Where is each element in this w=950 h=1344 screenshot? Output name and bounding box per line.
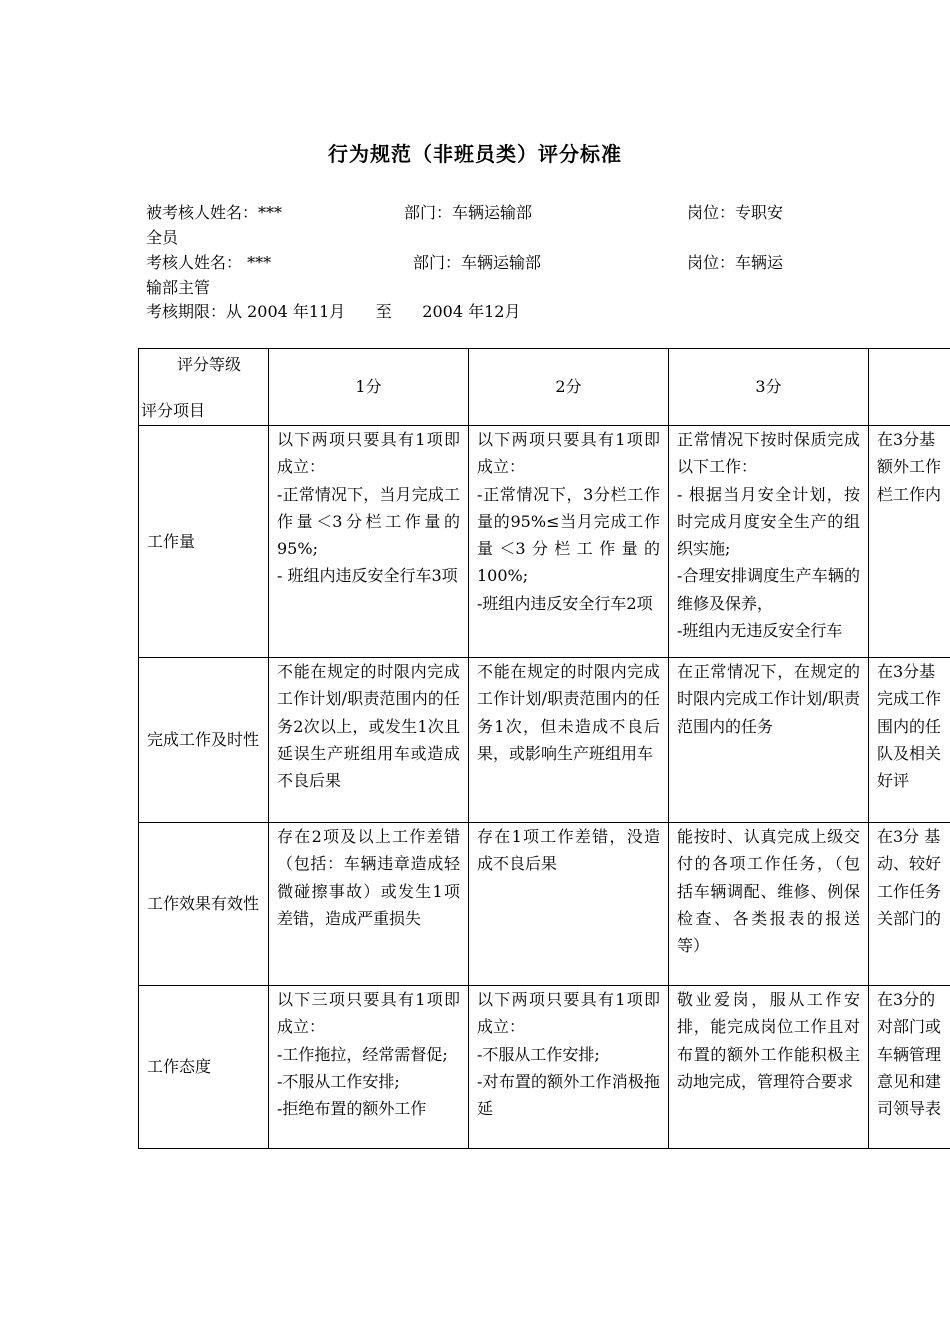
cell-line: - 班组内违反安全行车3项 [277, 566, 458, 586]
score-cell-1 [269, 823, 469, 986]
score-cell-4 [869, 823, 950, 986]
cell-line: 在3分基 [877, 430, 936, 449]
cell-line: 能按时、认真完成上级交付的各项工作任务，（包括车辆调配、维修、例保检查、各类报表的报送等） [677, 827, 860, 956]
cell-line: -拒绝布置的额外工作 [277, 1099, 427, 1119]
score-cell-3 [669, 823, 869, 986]
cell-line: 存在2项及以上工作差错（包括：车辆违章造成轻微碰擦事故）或发生1项差错，造成严重损失 [277, 827, 460, 928]
cell-line: 车辆管理 [877, 1044, 942, 1064]
item-label: 完成工作及时性 [139, 658, 269, 823]
score-cell-4 [869, 426, 950, 658]
score-cell-4 [869, 986, 950, 1149]
assessee-post: 岗位：专职安 [687, 203, 784, 222]
score-cell-2 [469, 986, 669, 1149]
document-title: 行为规范（非班员类）评分标准 [328, 142, 622, 166]
cell-line: 工作任务 [877, 881, 942, 901]
cell-line: 司领导表 [877, 1099, 942, 1119]
assessee-post-wrap: 全员 [146, 228, 179, 247]
cell-line: 以下三项只要具有1项即成立： [277, 990, 460, 1037]
cell-line: 在3分 基 [877, 827, 941, 846]
cell-line: 额外工作 [877, 457, 942, 477]
score-cell-4 [869, 658, 950, 823]
score-cell-1 [269, 986, 469, 1149]
cell-line: 敬业爱岗，服从工作安排，能完成岗位工作且对布置的额外工作能积极主动地完成，管理符合要求 [677, 990, 860, 1091]
cell-line: 不能在规定的时限内完成工作计划/职责范围内的任务1次，但未造成不良后果，或影响生产班组用车 [477, 662, 660, 763]
item-label: 工作量 [139, 426, 269, 658]
cell-line: -工作拖拉，经常需督促; [277, 1044, 448, 1064]
cell-line: 队及相关 [877, 743, 942, 763]
score-cell-2 [469, 658, 669, 823]
score-cell-1 [269, 658, 469, 823]
cell-line: -对布置的额外工作消极拖延 [477, 1071, 660, 1119]
corner-cell [139, 349, 269, 426]
assessee-dept: 部门：车辆运输部 [404, 203, 533, 222]
assessor-post-wrap: 输部主管 [146, 278, 211, 297]
assessor-name: 考核人姓名： *** [146, 253, 272, 272]
cell-line: 在正常情况下，在规定的时限内完成工作计划/职责范围内的任务 [677, 662, 860, 736]
cell-line: -不服从工作安排; [477, 1044, 600, 1064]
cell-line: 在3分的 [877, 990, 936, 1009]
header-row [139, 349, 950, 426]
cell-line: 正常情况下按时保质完成以下工作： [677, 430, 860, 477]
table-row [139, 823, 950, 986]
assessor-dept: 部门：车辆运输部 [413, 253, 542, 272]
level-header-4 [869, 349, 950, 426]
level-header-2: 2分 [469, 349, 669, 426]
score-cell-1 [269, 426, 469, 658]
corner-item-label: 评分项目 [141, 400, 206, 420]
cell-line: 以下两项只要具有1项即成立： [477, 430, 660, 477]
score-cell-2 [469, 426, 669, 658]
table-row [139, 986, 950, 1149]
table-row [139, 426, 950, 658]
cell-line: -班组内违反安全行车2项 [477, 593, 653, 613]
cell-line: 围内的任 [877, 716, 942, 736]
cell-line: 以下两项只要具有1项即成立： [277, 430, 460, 477]
score-cell-3 [669, 658, 869, 823]
cell-line: 以下两项只要具有1项即成立： [477, 990, 660, 1037]
cell-line: 栏工作内 [877, 484, 942, 504]
cell-line: -不服从工作安排; [277, 1071, 400, 1091]
assessment-period: 考核期限：从 2004 年11月 至 2004 年12月 [146, 302, 521, 321]
cell-line: 动、较好 [877, 854, 942, 874]
cell-line: 在3分基 [877, 662, 936, 681]
cell-line: -合理安排调度生产车辆的维修及保养， [677, 566, 860, 613]
score-cell-3 [669, 986, 869, 1149]
cell-line: 关部门的 [877, 908, 942, 928]
cell-line: 对部门或 [877, 1017, 942, 1037]
level-header-3: 3分 [669, 349, 869, 426]
table-row [139, 658, 950, 823]
assessor-post: 岗位：车辆运 [687, 253, 784, 272]
cell-line: -正常情况下，3分栏工作量的95%≤当月完成工作量＜3分栏工作量的100%; [477, 484, 660, 586]
score-cell-3 [669, 426, 869, 658]
assessee-name: 被考核人姓名：*** [146, 203, 283, 222]
scoring-table [138, 348, 950, 1149]
item-label: 工作态度 [139, 986, 269, 1149]
cell-line: 完成工作 [877, 689, 942, 709]
corner-level-label: 评分等级 [177, 355, 242, 374]
cell-line: 意见和建 [877, 1071, 942, 1091]
cell-line: -正常情况下，当月完成工作量＜3分栏工作量的95%; [277, 484, 460, 559]
item-label: 工作效果有效性 [139, 823, 269, 986]
cell-line: 存在1项工作差错，没造成不良后果 [477, 827, 660, 874]
cell-line: 不能在规定的时限内完成工作计划/职责范围内的任务2次以上，或发生1次且延误生产班组用车或造成不良后果 [277, 662, 460, 791]
cell-line: - 根据当月安全计划，按时完成月度安全生产的组织实施; [677, 484, 860, 559]
score-cell-2 [469, 823, 669, 986]
cell-line: -班组内无违反安全行车 [677, 621, 843, 641]
level-header-1: 1分 [269, 349, 469, 426]
cell-line: 好评 [877, 771, 910, 791]
